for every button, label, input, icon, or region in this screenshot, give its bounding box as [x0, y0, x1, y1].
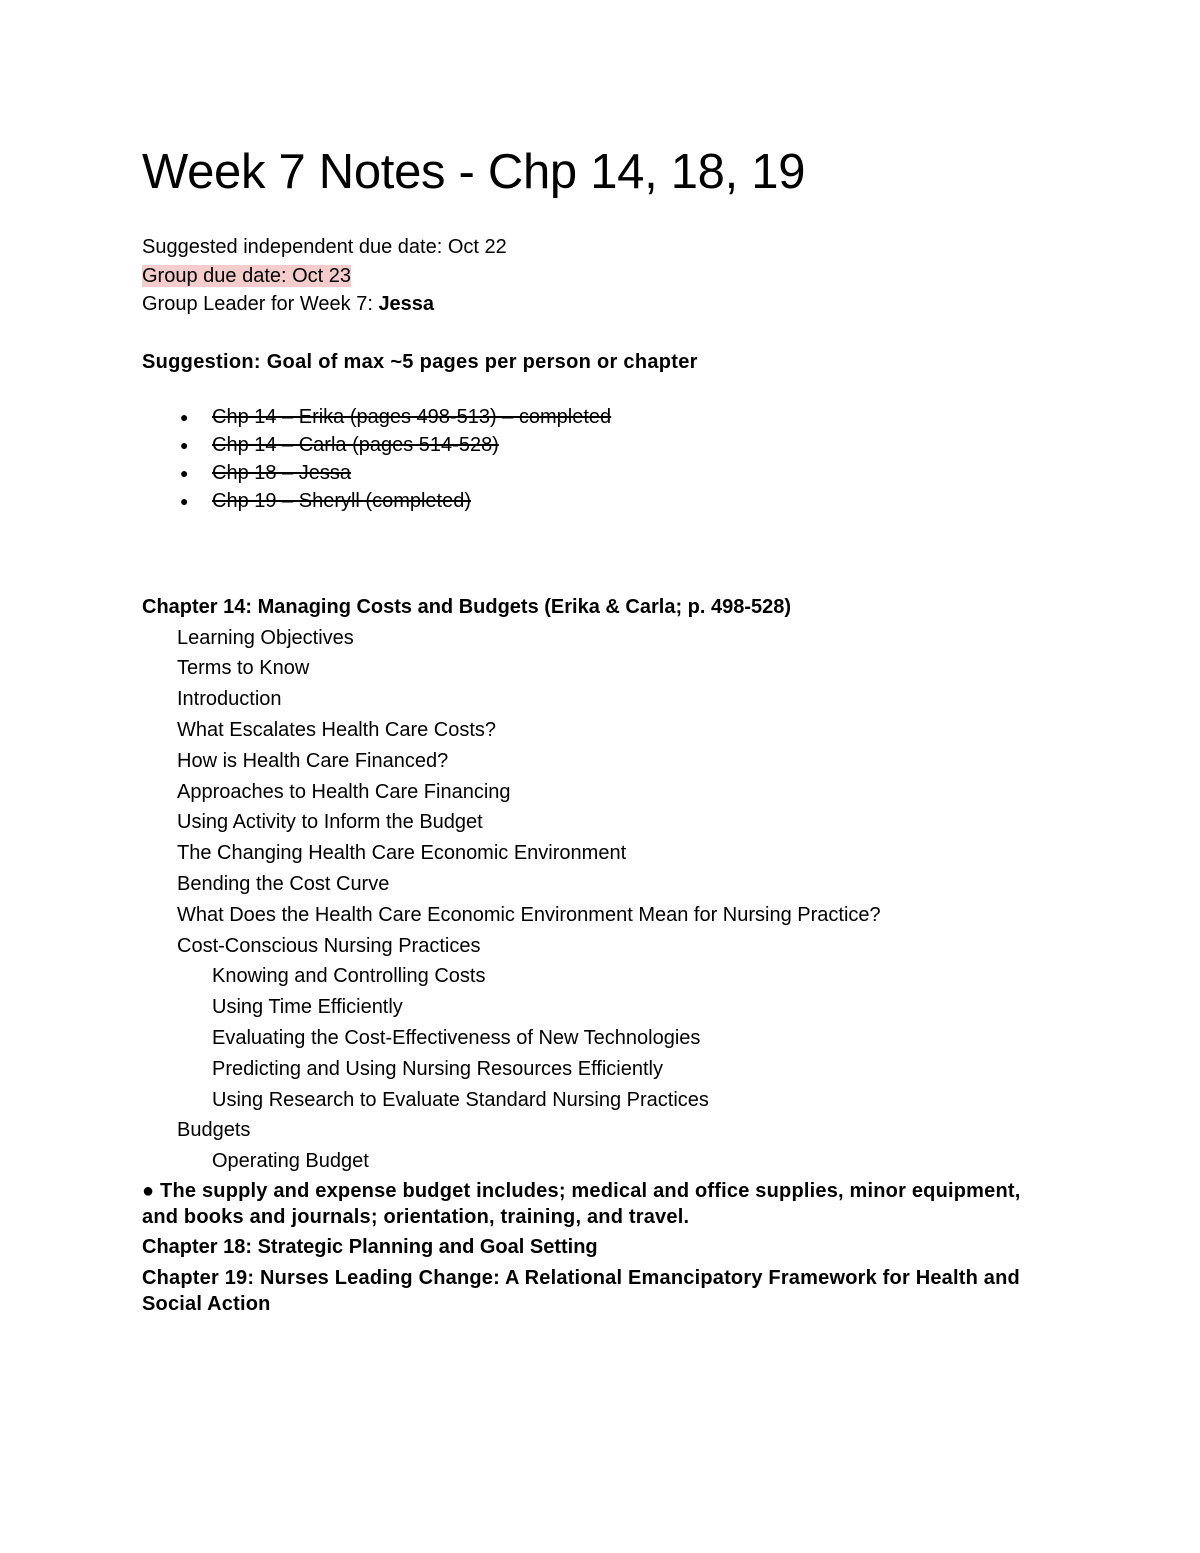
group-leader-label: Group Leader for Week 7:: [142, 293, 379, 315]
outline-subitem: Using Time Efficiently: [212, 996, 403, 1019]
outline-item: Learning Objectives: [177, 626, 354, 649]
page-title: Week 7 Notes - Chp 14, 18, 19: [142, 145, 806, 199]
outline-item: Using Activity to Inform the Budget: [177, 811, 483, 834]
independent-due-date: Suggested independent due date: Oct 22: [142, 236, 507, 258]
chapter-14-outline: [142, 623, 1062, 1177]
page-goal-suggestion: Suggestion: Goal of max ~5 pages per person or chapter: [142, 350, 698, 373]
task-list: [142, 403, 1062, 516]
outline-item: Terms to Know: [177, 657, 310, 680]
task-item: [142, 459, 1062, 487]
bullet-icon: ●: [180, 408, 189, 425]
chapter-19-heading: Chapter 19: Nurses Leading Change: A Relational Emancipatory Framework for Health and Social Action: [142, 1267, 1020, 1316]
bullet-icon: ●: [180, 465, 189, 482]
document-content: [142, 140, 1062, 1317]
outline-subitem: Using Research to Evaluate Standard Nursing Practices: [212, 1088, 709, 1111]
chapter-14-heading: Chapter 14: Managing Costs and Budgets (Erika & Carla; p. 498-528): [142, 595, 792, 618]
outline-item: Cost-Conscious Nursing Practices: [177, 934, 481, 957]
outline-item: How is Health Care Financed?: [177, 749, 449, 772]
group-due-date-line: [142, 262, 1062, 291]
bullet-icon: ●: [180, 436, 189, 453]
outline-subitem: Evaluating the Cost-Effectiveness of New Technologies: [212, 1027, 701, 1050]
outline-item: Introduction: [177, 688, 282, 711]
task-text: Chp 14 – Carla (pages 514-528): [212, 433, 499, 456]
budget-note: ● The supply and expense budget includes; medical and office supplies, minor equipment, and books and journals; orientation, training, and travel.: [142, 1180, 1021, 1229]
task-item: [142, 403, 1062, 431]
due-dates-block: [142, 233, 1062, 319]
outline-item: Approaches to Health Care Financing: [177, 780, 511, 803]
outline-item: Budgets: [177, 1119, 251, 1142]
task-text: Chp 18 – Jessa: [212, 462, 351, 485]
task-item: [142, 431, 1062, 459]
chapter-18-heading: Chapter 18: Strategic Planning and Goal Setting: [142, 1236, 598, 1259]
task-text: Chp 14 – Erika (pages 498-513) – completed: [212, 405, 612, 428]
outline-item: Bending the Cost Curve: [177, 873, 390, 896]
outline-item: The Changing Health Care Economic Environment: [177, 842, 627, 865]
outline-subitem: Operating Budget: [212, 1150, 369, 1173]
group-due-date: Group due date: Oct 23: [142, 264, 352, 287]
outline-item: What Escalates Health Care Costs?: [177, 719, 497, 742]
group-leader-name: Jessa: [378, 293, 435, 315]
outline-item: What Does the Health Care Economic Environment Mean for Nursing Practice?: [177, 903, 881, 926]
outline-subitem: Knowing and Controlling Costs: [212, 965, 486, 988]
outline-subitem: Predicting and Using Nursing Resources Efficiently: [212, 1057, 663, 1080]
task-item: [142, 487, 1062, 515]
group-leader-line: [142, 290, 1062, 319]
task-text: Chp 19 – Sheryll (completed): [212, 490, 472, 513]
bullet-icon: ●: [180, 493, 189, 510]
